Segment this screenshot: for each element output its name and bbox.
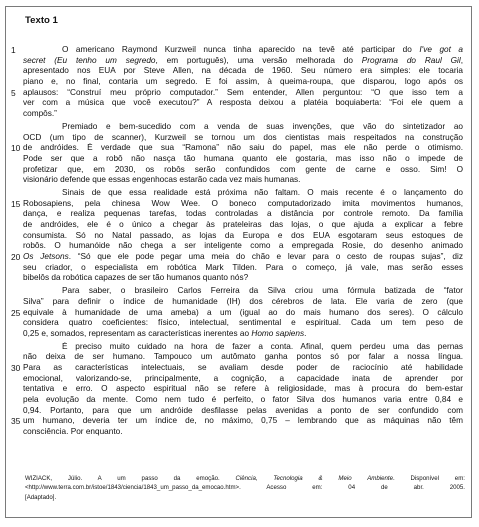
text-segment: Robosapiens, pela chinesa Wow Wee. O boneco computadorizado imita movimentos humanos, bbox=[23, 198, 463, 208]
line-text bbox=[23, 109, 463, 120]
italic-text: I've got a bbox=[419, 45, 463, 54]
text-segment: <http://www.terra.com.br/istoe/1843/ciencia/1843_um_passo_da_emocao.htm>. Acesso em: 04 de abr. 2005. bbox=[25, 484, 465, 492]
text-line bbox=[6, 318, 473, 329]
line-number: 30 bbox=[11, 362, 21, 373]
line-text bbox=[23, 209, 463, 220]
text-segment: dança, e realiza pequenas tarefas, todas controladas a distância por controle remoto. Da família bbox=[23, 209, 463, 219]
line-text bbox=[23, 427, 463, 438]
line-text bbox=[23, 241, 463, 252]
text-segment: apresentado nos EUA por Steve Allen, na década de 1960. Seu número era simples: ele tocaria bbox=[23, 66, 463, 76]
text-segment: emocional, valorizando-se, principalmente, a cognição, a capacidade inata de aprender por bbox=[23, 373, 463, 383]
text-segment: não deixa de ser humano. Tampouco um autômato ganha pontos só por falar a nossa língua. bbox=[23, 352, 463, 362]
text-line bbox=[6, 175, 473, 186]
line-text bbox=[23, 416, 463, 427]
text-segment: seu criador, o especialista em robótica Mark Tilden. Para o começo, já vale, mas serão esses bbox=[23, 262, 463, 272]
text-segment: . Disponível em: bbox=[392, 475, 465, 482]
source-line-1 bbox=[25, 474, 465, 483]
text-line bbox=[6, 199, 473, 210]
text-segment: , em português), uma versão melhorada do bbox=[155, 55, 362, 65]
line-text bbox=[23, 263, 463, 274]
text-line bbox=[6, 109, 473, 120]
text-line bbox=[6, 363, 473, 374]
text-line bbox=[6, 88, 473, 99]
text-line bbox=[6, 231, 473, 242]
source-citation bbox=[25, 474, 465, 502]
text-line bbox=[6, 374, 473, 385]
text-line bbox=[6, 252, 473, 263]
text-line bbox=[6, 45, 473, 56]
line-text bbox=[23, 154, 463, 165]
text-segment: ver com a música que você executou?” A resposta deixou a platéia boquiaberta: “Foi ele quem a bbox=[23, 98, 463, 108]
text-line bbox=[6, 133, 473, 144]
line-text bbox=[23, 66, 463, 77]
text-segment: OCD (um tipo de scanner), Kurzweil se tornou um dos cientistas mais respeitados na construção bbox=[23, 132, 463, 142]
text-line bbox=[6, 273, 473, 284]
text-segment: robôs. O humanóide não chega a ser inteligente como a empregada Rosie, do desenho animado bbox=[23, 241, 463, 251]
line-text bbox=[23, 133, 463, 144]
text-segment: 0,25 e, somados, representam as características inerentes ao bbox=[23, 328, 252, 338]
line-text bbox=[23, 56, 463, 67]
italic-text: Homo sapiens bbox=[251, 328, 305, 338]
text-segment: Sinais de que essa realidade está próxima não faltam. O mais recente é o lançamento do bbox=[62, 187, 463, 197]
text-body bbox=[6, 45, 473, 438]
text-segment: Premiado e bem-sucedido com a venda de suas invenções, que vão do sintetizador ao bbox=[62, 121, 463, 131]
text-segment: de andróides. É verdade que sua “Ramona” não saiu do papel, mas ele não perde o otimismo. bbox=[23, 143, 463, 153]
text-line bbox=[6, 154, 473, 165]
line-text bbox=[23, 395, 463, 406]
text-frame bbox=[5, 6, 472, 518]
text-segment: [Adaptado]. bbox=[25, 493, 57, 501]
line-text bbox=[23, 363, 463, 374]
source-line-2 bbox=[25, 483, 465, 492]
text-line bbox=[6, 352, 473, 363]
text-line bbox=[6, 98, 473, 109]
text-line bbox=[6, 416, 473, 427]
line-number: 5 bbox=[11, 87, 16, 98]
text-segment: considera quatro coeficientes: físico, intelectual, sentimental e espiritual. Cada um tem peso de bbox=[23, 318, 463, 328]
text-line bbox=[6, 165, 473, 176]
line-text bbox=[62, 188, 463, 199]
text-segment: piano e, no final, contaria um segredo. E foi assim, à queima-roupa, que disparou, logo após os bbox=[23, 77, 463, 87]
text-segment: , bbox=[460, 55, 463, 65]
text-title: Texto 1 bbox=[25, 15, 58, 26]
text-segment: consciência. Por enquanto. bbox=[23, 427, 123, 437]
text-segment: pela evolução da mente. Como nem tudo é perfeito, o fator Silva dos humanos varia entre 0,84 e bbox=[23, 395, 463, 404]
text-line bbox=[6, 220, 473, 231]
text-segment: . “Só que ele pode pegar uma meia do chão e levar para o cesto de roupas sujas”, diz bbox=[68, 252, 463, 262]
line-text bbox=[23, 308, 463, 319]
text-segment: É preciso muito cuidado na hora de fazer a conta. Afinal, quem perdeu uma das pernas bbox=[62, 341, 463, 351]
text-line bbox=[6, 209, 473, 220]
line-text bbox=[23, 98, 463, 109]
line-number: 10 bbox=[11, 143, 21, 154]
text-line bbox=[6, 122, 473, 133]
line-text bbox=[23, 252, 463, 263]
text-line bbox=[6, 329, 473, 340]
text-line bbox=[6, 384, 473, 395]
text-line bbox=[6, 308, 473, 319]
line-text bbox=[62, 122, 463, 133]
line-text bbox=[23, 329, 463, 340]
text-line bbox=[6, 406, 473, 417]
line-text bbox=[23, 318, 463, 329]
text-line bbox=[6, 188, 473, 199]
line-text bbox=[23, 88, 463, 99]
text-line bbox=[6, 342, 473, 353]
line-text bbox=[23, 143, 463, 154]
line-number: 1 bbox=[11, 45, 16, 55]
text-segment: Para as características intelectuais, se avaliam desde poder de raciocínio até habilidade bbox=[23, 362, 463, 372]
text-line bbox=[6, 77, 473, 88]
italic-text: Programa do Raul Gil bbox=[361, 55, 461, 65]
line-text bbox=[62, 342, 463, 353]
text-segment: aplausos: “Construí meu próprio computador.” Sem entender, Allen perguntou: “O que isso tem a bbox=[23, 87, 463, 97]
text-segment: equivale à humanidade de uma ameba) a um (igual ao do mais humano dos seres). O cálculo bbox=[23, 307, 463, 317]
text-line bbox=[6, 286, 473, 297]
text-segment: Silva” para definir o índice de humanidade (IH) dos cérebros de lata. Ele varia de zero (que bbox=[23, 296, 463, 306]
text-segment: tentativa e erro. O aspecto espiritual não se refere à religiosidade, mas à procura do bem-estar bbox=[23, 384, 463, 394]
text-segment: Para saber, o brasileiro Carlos Ferreira da Silva criou uma fórmula batizada de “fator bbox=[62, 286, 463, 296]
line-text bbox=[23, 220, 463, 231]
text-line bbox=[6, 427, 473, 438]
text-line bbox=[6, 56, 473, 67]
text-segment: compôs.” bbox=[23, 109, 57, 119]
line-number: 20 bbox=[11, 252, 21, 263]
text-line bbox=[6, 241, 473, 252]
text-line bbox=[6, 395, 473, 406]
italic-text: Os Jetsons bbox=[23, 252, 69, 262]
text-segment: consumista. Só no Natal passado, as lojas da Europa e dos EUA esgotaram seus estoques de bbox=[23, 230, 463, 240]
line-text bbox=[23, 297, 463, 308]
line-text bbox=[23, 165, 463, 176]
text-segment: de andróides, ele é o único a chegar às prateleiras das lojas, o que ajuda a explicar a febre bbox=[23, 220, 463, 229]
text-segment: Pode ser que a robô não nasça tão humana quanto ele gostaria, mas isso não o impede de bbox=[23, 153, 463, 163]
text-segment: visionário defende que essas engenhocas estarão cada vez mais humanas. bbox=[23, 175, 301, 185]
text-line bbox=[6, 297, 473, 308]
text-segment: WIZIACK, Júlio. A um passo da emoção. bbox=[25, 475, 236, 482]
line-text bbox=[23, 77, 463, 88]
text-segment: 0,94. Portanto, para que um andróide desfilasse pelas avenidas a ponto de ser confundido com bbox=[23, 405, 463, 415]
line-text bbox=[23, 175, 463, 186]
line-text bbox=[23, 231, 463, 242]
line-text bbox=[23, 352, 463, 363]
line-number: 15 bbox=[11, 198, 21, 209]
line-number: 25 bbox=[11, 307, 21, 318]
text-line bbox=[6, 143, 473, 154]
text-line bbox=[6, 66, 473, 77]
text-segment: . bbox=[304, 328, 307, 338]
text-segment: profetizar que, em 2030, os robôs serão confundidos com gente de carne e osso. Sim! O bbox=[23, 164, 463, 174]
italic-text: secret (Eu tenho um segredo bbox=[23, 55, 156, 65]
italic-text: Ciência, Tecnologia & Meio Ambiente bbox=[235, 475, 393, 482]
line-number: 35 bbox=[11, 416, 21, 427]
line-text bbox=[23, 273, 463, 284]
line-text bbox=[23, 384, 463, 395]
text-line bbox=[6, 263, 473, 274]
line-text bbox=[23, 199, 463, 210]
line-text bbox=[62, 45, 463, 56]
source-line-3 bbox=[25, 493, 465, 502]
line-text bbox=[23, 374, 463, 385]
line-text bbox=[23, 406, 463, 417]
text-segment: um humano, deveria ter um índice de, no máximo, 0,75 – lembrando que as máquinas não têm bbox=[23, 416, 463, 426]
text-segment: O americano Raymond Kurzweil nunca tinha aparecido na tevê até participar do bbox=[62, 45, 420, 54]
text-segment: bibelôs da robótica capazes de ser tão humanos quanto nós? bbox=[23, 273, 249, 283]
line-text bbox=[62, 286, 463, 297]
